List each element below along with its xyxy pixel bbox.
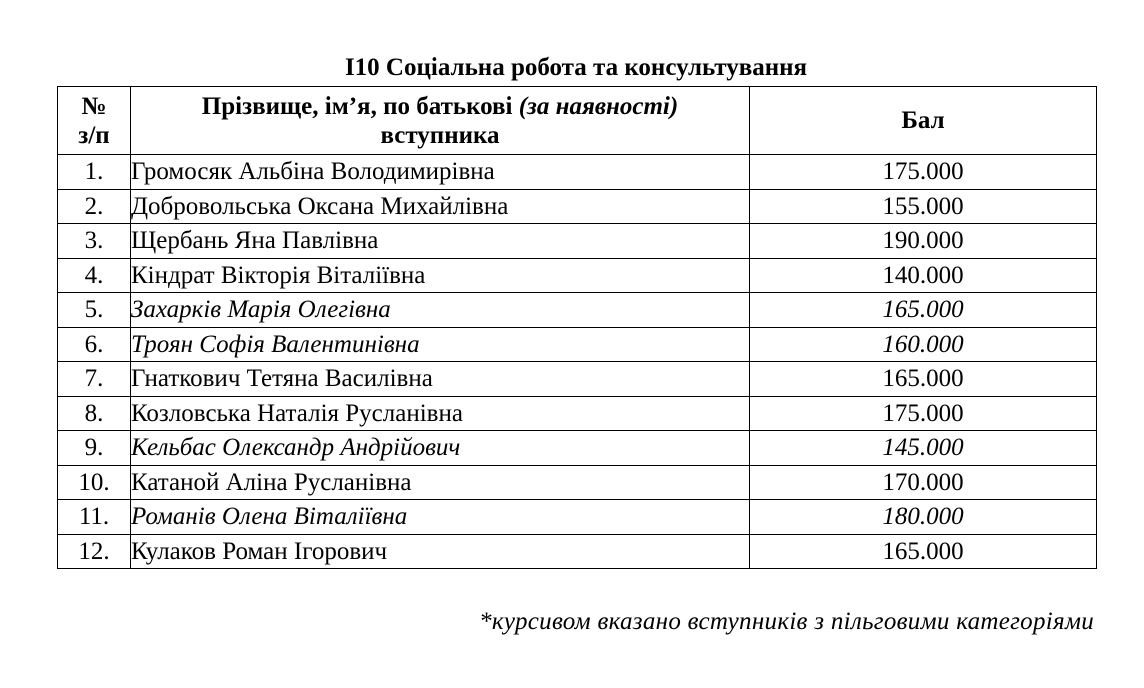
applicant-name: Щербань Яна Павлівна <box>131 224 750 259</box>
table-row <box>58 534 1097 569</box>
row-number: 2. <box>58 189 131 224</box>
applicant-score: 145.000 <box>750 431 1097 466</box>
applicant-score: 165.000 <box>750 534 1097 569</box>
table-row <box>58 327 1097 362</box>
header-score <box>750 87 1097 155</box>
table-row <box>58 258 1097 293</box>
applicant-score: 155.000 <box>750 189 1097 224</box>
header-name-line2: вступника <box>380 121 500 149</box>
applicant-name: Захарків Марія Олегівна <box>131 293 750 328</box>
header-name-main: Прізвище, ім’я, по батькові <box>201 92 513 120</box>
row-number: 9. <box>58 431 131 466</box>
applicant-score: 175.000 <box>750 396 1097 431</box>
row-number: 4. <box>58 258 131 293</box>
table-row <box>58 431 1097 466</box>
applicant-name: Громосяк Альбіна Володимирівна <box>131 155 750 190</box>
table-row <box>58 155 1097 190</box>
applicant-name: Катаной Аліна Русланівна <box>131 465 750 500</box>
footnote: *курсивом вказано вступників з пільговими категоріями <box>479 608 1094 635</box>
table-header-row <box>58 87 1097 155</box>
row-number: 6. <box>58 327 131 362</box>
table-row <box>58 224 1097 259</box>
applicant-score: 160.000 <box>750 327 1097 362</box>
row-number: 12. <box>58 534 131 569</box>
document-title: І10 Соціальна робота та консультування <box>344 54 808 81</box>
table-row <box>58 396 1097 431</box>
applicant-name: Троян Софія Валентинівна <box>131 327 750 362</box>
applicant-score: 175.000 <box>750 155 1097 190</box>
applicant-score: 170.000 <box>750 465 1097 500</box>
row-number: 10. <box>58 465 131 500</box>
applicants-table <box>57 86 1097 569</box>
header-name-note: (за наявності) <box>518 92 679 120</box>
header-score-label: Бал <box>901 107 945 134</box>
row-number: 8. <box>58 396 131 431</box>
header-name <box>131 87 750 155</box>
applicant-name: Кіндрат Вікторія Віталіївна <box>131 258 750 293</box>
applicant-name: Кулаков Роман Ігорович <box>131 534 750 569</box>
table-row <box>58 465 1097 500</box>
table-row <box>58 293 1097 328</box>
table-row <box>58 362 1097 397</box>
header-number-abbr: з/п <box>78 121 110 149</box>
header-number <box>58 87 131 155</box>
row-number: 11. <box>58 500 131 535</box>
row-number: 3. <box>58 224 131 259</box>
applicant-score: 165.000 <box>750 293 1097 328</box>
row-number: 7. <box>58 362 131 397</box>
applicant-name: Добровольська Оксана Михайлівна <box>131 189 750 224</box>
applicant-score: 140.000 <box>750 258 1097 293</box>
applicant-score: 165.000 <box>750 362 1097 397</box>
applicant-name: Козловська Наталія Русланівна <box>131 396 750 431</box>
table-row <box>58 500 1097 535</box>
header-number-symbol: № <box>81 92 107 120</box>
applicant-score: 180.000 <box>750 500 1097 535</box>
row-number: 5. <box>58 293 131 328</box>
applicant-name: Гнаткович Тетяна Василівна <box>131 362 750 397</box>
table-row <box>58 189 1097 224</box>
applicant-name: Кельбас Олександр Андрійович <box>131 431 750 466</box>
row-number: 1. <box>58 155 131 190</box>
applicant-score: 190.000 <box>750 224 1097 259</box>
applicant-name: Романів Олена Віталіївна <box>131 500 750 535</box>
